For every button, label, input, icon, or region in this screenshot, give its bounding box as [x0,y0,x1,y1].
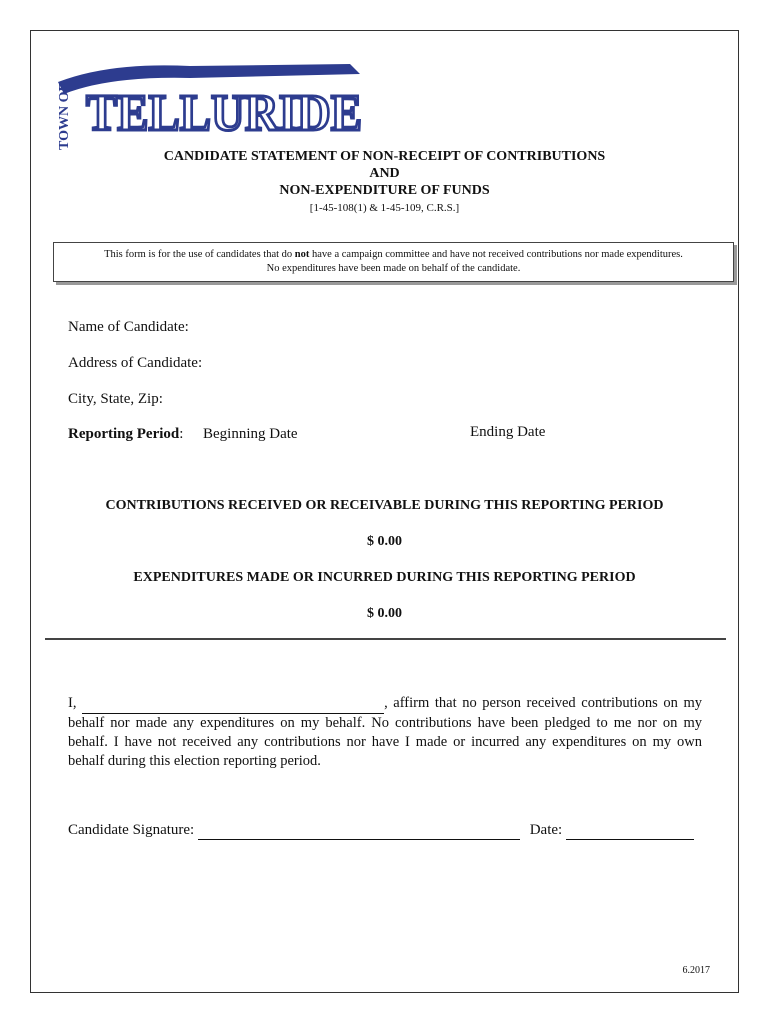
reporting-period-label: Reporting Period: [68,426,184,442]
title-line-1: CANDIDATE STATEMENT OF NON-RECEIPT OF CONTRIBUTIONS [163,149,606,164]
beginning-date-label: Beginning Date [203,426,298,442]
notice-line-1: This form is for the use of candidates that do not have a campaign committee and have not received contributions nor made expenditures. [104,249,683,260]
contributions-heading: CONTRIBUTIONS RECEIVED OR RECEIVABLE DURING THIS REPORTING PERIOD [105,498,664,513]
name-of-candidate-label: Name of Candidate: [68,319,189,335]
contributions-amount: $ 0.00 [367,534,402,549]
expenditures-amount: $ 0.00 [367,606,402,621]
ending-date-label: Ending Date [470,424,546,440]
date-blank[interactable] [566,822,694,840]
affirmation-paragraph: I, , affirm that no person received contributions on my behalf nor made any expenditures on my behalf. No contributions have been pledged to me nor on my behalf. I have not received any contributions nor have I made or incurred any expenditures on my own behalf during this election reporting period. [68,695,702,769]
city-state-zip-label: City, State, Zip: [68,391,163,407]
signature-row: Candidate Signature: Date: [68,822,694,840]
statute-citation: [1-45-108(1) & 1-45-109, C.R.S.] [309,202,460,214]
notice-line-2: No expenditures have been made on behalf of the candidate. [266,263,521,274]
revision-date: 6.2017 [682,965,710,976]
section-divider [45,638,726,640]
candidate-name-blank[interactable] [82,694,384,714]
title-line-2: AND [369,166,400,181]
notice-box [53,242,734,282]
expenditures-heading: EXPENDITURES MADE OR INCURRED DURING THIS REPORTING PERIOD [133,570,636,585]
telluride-logo [50,42,370,152]
title-line-3: NON-EXPENDITURE OF FUNDS [279,183,490,198]
logo-town-of: TOWN OF [57,82,72,150]
signature-blank[interactable] [198,822,520,840]
address-of-candidate-label: Address of Candidate: [68,355,203,371]
logo-wordmark: TELLURIDE [86,85,362,142]
